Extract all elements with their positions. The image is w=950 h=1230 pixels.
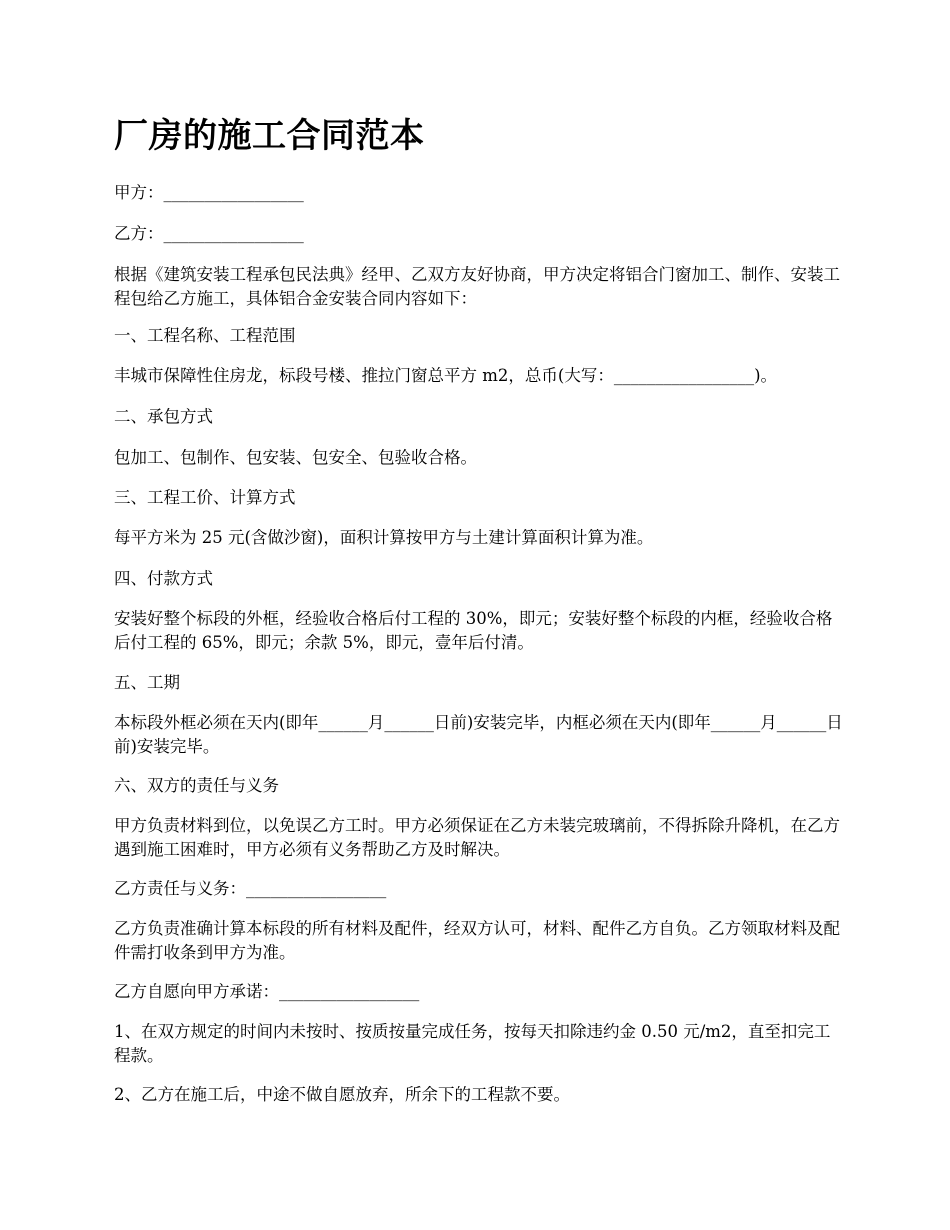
section-3-heading: 三、工程工价、计算方式 bbox=[114, 488, 296, 507]
section-5-heading: 五、工期 bbox=[114, 673, 180, 692]
section-6-party-b-promise: 乙方自愿向甲方承诺：_________________ bbox=[114, 982, 420, 1001]
section-1-heading: 一、工程名称、工程范围 bbox=[114, 326, 296, 345]
party-b-line: 乙方：_________________ bbox=[114, 224, 304, 243]
section-5-body: 本标段外框必须在天内(即年______月______日前)安装完毕，内框必须在天内(即年______月______日前)安装完毕。 bbox=[114, 713, 843, 756]
section-1-body: 丰城市保障性住房龙，标段号楼、推拉门窗总平方 m2，总币(大写：_________________)。 bbox=[114, 366, 778, 385]
intro-paragraph: 根据《建筑安装工程承包民法典》经甲、乙双方友好协商，甲方决定将铝合门窗加工、制作、安装工程包给乙方施工，具体铝合金安装合同内容如下： bbox=[114, 265, 840, 308]
promise-item-1: 1、在双方规定的时间内未按时、按质按量完成任务，按每天扣除违约金 0.50 元/m2，直至扣完工程款。 bbox=[114, 1022, 831, 1065]
section-6-heading: 六、双方的责任与义务 bbox=[114, 776, 279, 795]
section-6-party-b-duty: 乙方责任与义务：_________________ bbox=[114, 879, 387, 898]
section-4-heading: 四、付款方式 bbox=[114, 569, 213, 588]
section-3-body: 每平方米为 25 元(含做沙窗)，面积计算按甲方与土建计算面积计算为准。 bbox=[114, 528, 654, 547]
section-2-body: 包加工、包制作、包安装、包安全、包验收合格。 bbox=[114, 448, 477, 467]
section-6-party-a: 甲方负责材料到位，以免误乙方工时。甲方必须保证在乙方未装完玻璃前，不得拆除升降机，在乙方遇到施工困难时，甲方必须有义务帮助乙方及时解决。 bbox=[114, 816, 840, 859]
section-2-heading: 二、承包方式 bbox=[114, 407, 213, 426]
promise-item-2: 2、乙方在施工后，中途不做自愿放弃，所余下的工程款不要。 bbox=[114, 1085, 570, 1104]
party-a-line: 甲方：_________________ bbox=[114, 183, 304, 202]
document-title: 厂房的施工合同范本 bbox=[114, 116, 425, 156]
section-6-party-b-body: 乙方负责准确计算本标段的所有材料及配件，经双方认可，材料、配件乙方自负。乙方领取材料及配件需打收条到甲方为准。 bbox=[114, 919, 840, 962]
section-4-body: 安装好整个标段的外框，经验收合格后付工程的 30%，即元；安装好整个标段的内框，经验收合格后付工程的 65%，即元；余款 5%，即元，壹年后付清。 bbox=[114, 609, 833, 652]
